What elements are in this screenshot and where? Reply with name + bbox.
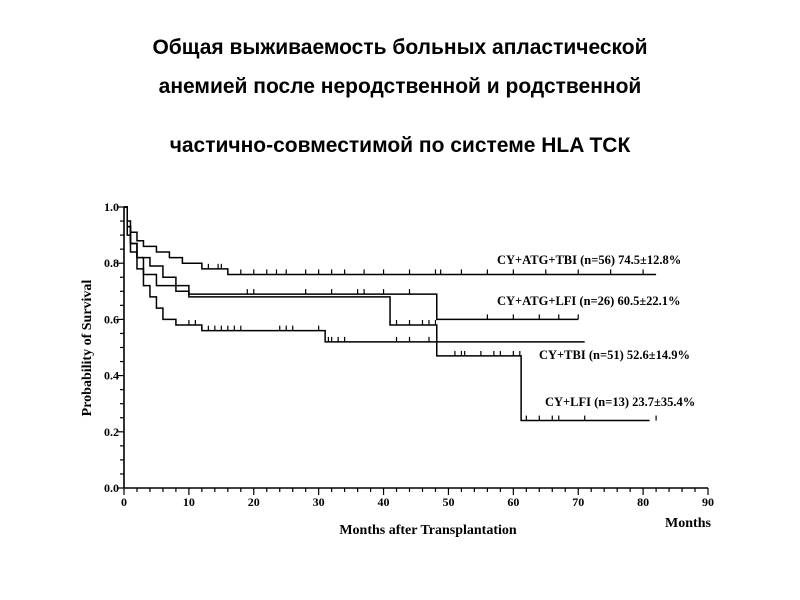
x-axis-label: Months after Transplantation	[339, 523, 517, 538]
x-tick-label: 70	[572, 495, 585, 509]
series-label-4: CY+LFI (n=13) 23.7±35.4%	[545, 395, 696, 409]
x-tick-label: 30	[312, 495, 325, 509]
x-axis-unit-label: Months	[665, 516, 711, 531]
slide-title-line-2: анемией после неродственной и родственной	[158, 75, 642, 98]
series-label-3: CY+TBI (n=51) 52.6±14.9%	[539, 348, 690, 362]
x-tick-label: 10	[182, 495, 195, 509]
y-tick-label: 0.8	[104, 256, 119, 271]
x-tick-label: 90	[702, 495, 714, 509]
x-tick-label: 40	[377, 495, 390, 509]
slide-title-line-3: частично-совместимой по системе HLA ТСК	[169, 134, 631, 157]
x-tick-label: 0	[121, 495, 127, 509]
y-tick-label: 0.6	[104, 312, 119, 327]
slide-title-line-1: Общая выживаемость больных апластической	[152, 36, 648, 59]
series-label-1: CY+ATG+TBI (n=56) 74.5±12.8%	[497, 253, 682, 267]
chart-series	[124, 207, 656, 421]
series-label-2: CY+ATG+LFI (n=26) 60.5±22.1%	[497, 294, 681, 308]
y-tick-label: 0.4	[104, 368, 119, 383]
x-tick-label: 50	[442, 495, 455, 509]
x-tick-label: 20	[247, 495, 260, 509]
x-tick-label: 60	[507, 495, 520, 509]
y-tick-label: 1.0	[104, 200, 119, 214]
x-tick-label: 80	[637, 495, 650, 509]
chart-labels	[497, 253, 695, 409]
y-axis-label: Probability of Survival	[80, 279, 95, 417]
y-tick-label: 0.2	[104, 424, 119, 439]
y-tick-label: 0.0	[104, 481, 119, 495]
survival-curve-3	[124, 207, 650, 421]
